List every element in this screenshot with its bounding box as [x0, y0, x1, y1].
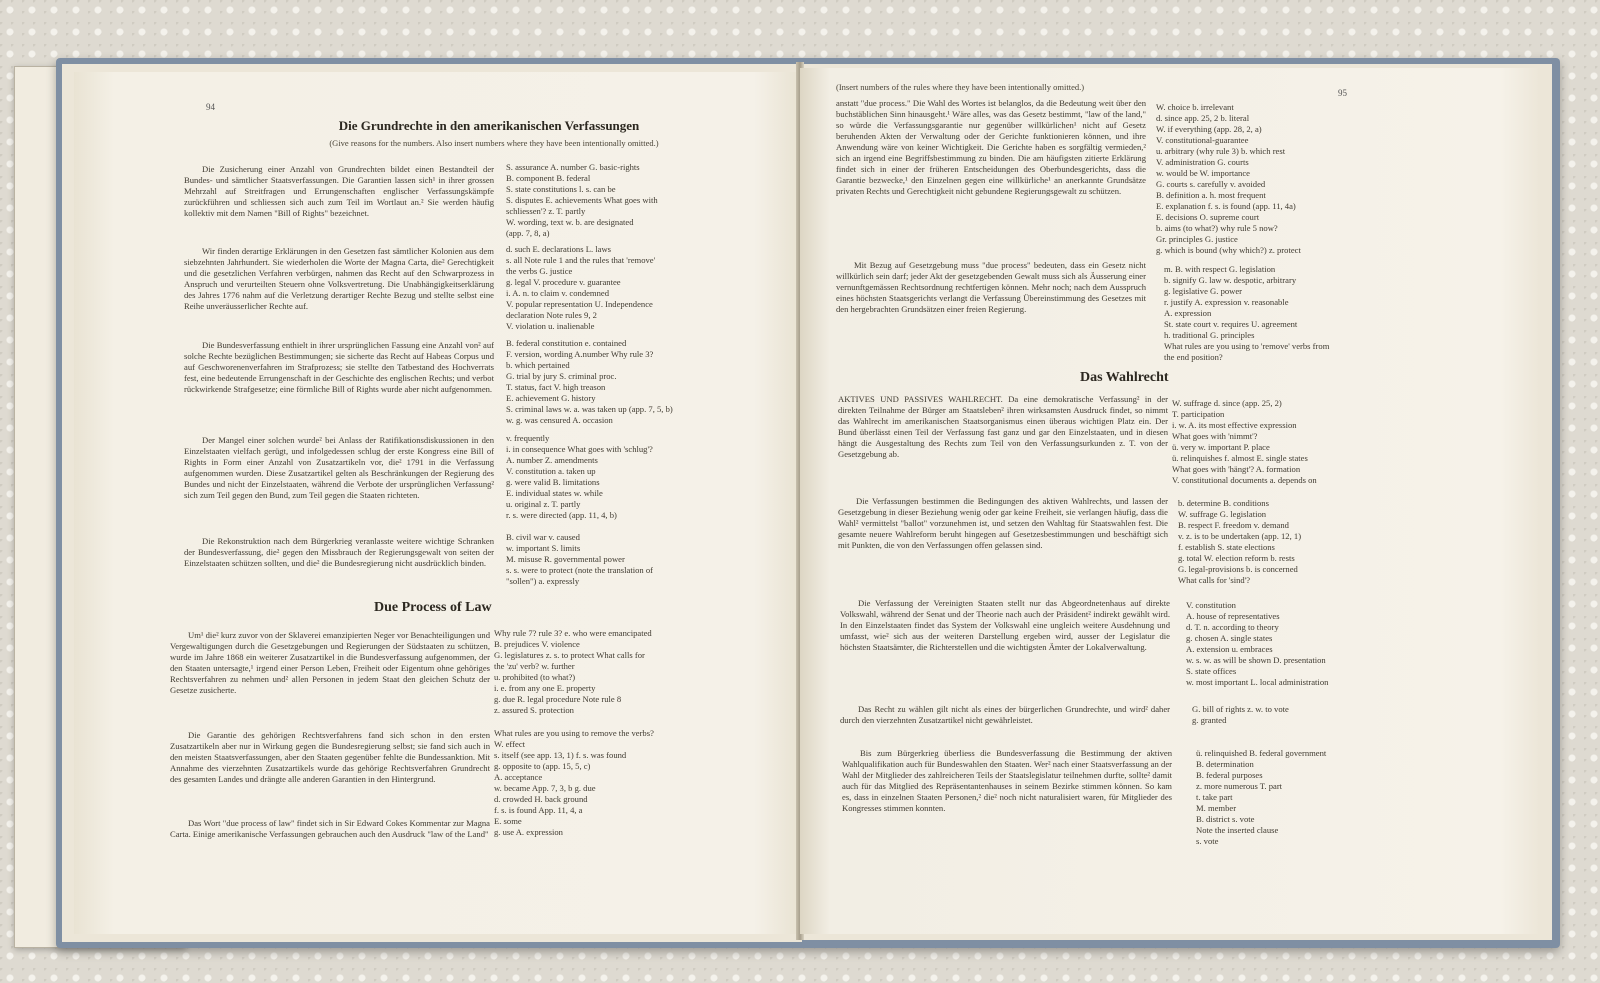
vocabulary-notes: [506, 532, 756, 587]
note-line: g. opposite to (app. 15, 5, c): [494, 761, 591, 771]
vocabulary-notes: [506, 162, 756, 239]
note-line: ü. relinquished B. federal government: [1196, 748, 1327, 758]
note-line: g. which is bound (why which?) z. protect: [1156, 245, 1301, 255]
paragraph: Die Bundesverfassung enthielt in ihrer ursprünglichen Fassung eine Anzahl von² auf solche Rechte bezüglichen Bestimmungen; sie sicherte das Recht auf Habeas Corpus und auf Geschworenenverfahren im Strafprozess; sie stellte den Tatbestand des Hochverrats fest, eine bedeutende Errungenschaft in der Geschichte des englischen Rechts; und verbot rückwirkende Strafgesetze; eine förmliche Bill of Rights wurde aber nicht aufgenommen.: [184, 340, 494, 394]
note-line: b. signify G. law w. despotic, arbitrary: [1164, 275, 1297, 285]
vocabulary-notes: [506, 338, 756, 426]
note-line: g. chosen A. single states: [1186, 633, 1273, 643]
note-line: T. participation: [1172, 409, 1225, 419]
note-line: S. disputes E. achievements What goes with: [506, 195, 658, 205]
paragraph: Das Wort "due process of law" findet sich in Sir Edward Cokes Kommentar zur Magna Carta. Einige amerikanische Verfassungen gebrauchen auch den Ausdruck "law of the Land": [170, 818, 490, 839]
note-line: What rules are you using to remove the verbs?: [494, 728, 654, 738]
note-line: g. use A. expression: [494, 827, 563, 837]
note-line: B. prejudices V. violence: [494, 639, 580, 649]
note-line: b. which pertained: [506, 360, 570, 370]
note-line: schliessen'? z. T. partly: [506, 206, 586, 216]
vocabulary-notes: [1178, 498, 1368, 586]
note-line: B. respect F. freedom v. demand: [1178, 520, 1289, 530]
note-line: B. district s. vote: [1196, 814, 1255, 824]
note-line: s. s. were to protect (note the translation of: [506, 565, 654, 575]
note-line: g. total W. election reform b. rests: [1178, 553, 1295, 563]
paragraph: Das Recht zu wählen gilt nicht als eines der bürgerlichen Grundrechte, und wird² daher durch den vierzehnten Zusatzartikel nicht gewährleistet.: [840, 704, 1170, 725]
note-line: declaration Note rules 9, 2: [506, 310, 597, 320]
note-line: What goes with 'hängt'? A. formation: [1172, 464, 1301, 474]
note-line: V. constitution a. taken up: [506, 466, 596, 476]
note-line: i. in consequence What goes with 'schlug'?: [506, 444, 653, 454]
note-line: ü. very w. important P. place: [1172, 442, 1270, 452]
note-line: V. constitution: [1186, 600, 1236, 610]
note-line: A. extension u. embraces: [1186, 644, 1273, 654]
note-line: i. w. A. its most effective expression: [1172, 420, 1297, 430]
note-line: d. T. n. according to theory: [1186, 622, 1279, 632]
note-line: G. legal-provisions b. is concerned: [1178, 564, 1298, 574]
paragraph: Die Verfassungen bestimmen die Bedingungen des aktiven Wahlrechts, und lassen der Gesetzgebung in dieser Beziehung wenig oder gar keine Freiheit, sie verlangen häufig, dass die Wahl² vermittelst "ballot" vorzunehmen ist, und setzen den Wahltag für Staatswahlen fest. Die gesamte neuere Wahlreform beruht hingegen auf Gesetzesbestimmungen und beschäftigt sich mit Punkten, die von den Verfassungen offen gelassen sind.: [838, 496, 1168, 550]
note-line: E. explanation f. s. is found (app. 11, 4a): [1156, 201, 1296, 211]
note-line: B. component B. federal: [506, 173, 591, 183]
note-line: (app. 7, 8, a): [506, 228, 550, 238]
note-line: W. effect: [494, 739, 526, 749]
note-line: z. assured S. protection: [494, 705, 574, 715]
page-number-left: 94: [206, 102, 215, 112]
vocabulary-notes: [1156, 102, 1366, 256]
note-line: s. all Note rule 1 and the rules that 'remove': [506, 255, 656, 265]
note-line: the end position?: [1164, 352, 1223, 362]
note-line: W. choice b. irrelevant: [1156, 102, 1234, 112]
note-line: w. became App. 7, 3, b g. due: [494, 783, 596, 793]
note-line: V. constitutional-guarantee: [1156, 135, 1249, 145]
note-line: z. more numerous T. part: [1196, 781, 1283, 791]
note-line: h. traditional G. principles: [1164, 330, 1255, 340]
note-line: G. bill of rights z. w. to vote: [1192, 704, 1289, 714]
vocabulary-notes: [494, 728, 756, 838]
note-line: G. courts s. carefully v. avoided: [1156, 179, 1266, 189]
note-line: W. suffrage d. since (app. 25, 2): [1172, 398, 1282, 408]
paragraph: Um¹ die² kurz zuvor von der Sklaverei emanzipierten Neger vor Benachteiligungen und Vergewaltigungen durch die Gesetzgebungen und Regierungen der Südstaaten zu schützen, wurde im Jahre 1868 ein weiterer Zusatzartikel in die Bundesverfassung aufgenommen, der den Staaten untersagte,¹ irgend einer Person Leben, Freiheit oder Eigentum ohne gehöriges Rechtsverfahren zu nehmen und² allen Personen in jedem Staat den gleichen Schutz der Gesetze zusicherte.: [170, 630, 490, 695]
note-line: i. e. from any one E. property: [494, 683, 596, 693]
left-page: [74, 72, 800, 934]
note-line: What goes with 'nimmt'?: [1172, 431, 1258, 441]
note-line: s. itself (see app. 13, 1) f. s. was found: [494, 750, 627, 760]
note-line: b. aims (to what?) why rule 5 now?: [1156, 223, 1278, 233]
note-line: g. granted: [1192, 715, 1227, 725]
paragraph: anstatt "due process." Die Wahl des Wortes ist belanglos, da die Bedeutung weit über den buchstäblichen Sinn hinausgeht.¹ Wäre alles, was das Gesetz bestimmt, "law of the land," so würde die Verfassungsgarantie nur gegenüber willkürlichen¹ nicht auf Gesetz beruhenden Akten der Verwaltung oder der Gerichte funktionieren können, und ihre Anwendung wäre von keiner Wichtigkeit. Die Gerichte haben es sorgfältig vermieden,² sich an irgend eine Begriffsbestimmung zu binden. Die am häufigsten zitierte Erklärung findet sich in einer der früheren Entscheidungen des Oberbundesgerichts, dass die Garantie bezwecke,¹ den Einzelnen gegen eine willkürliche¹ an anerkannte Grundsätze privaten Rechts und Gerechtigkeit nicht gebundene Regierungsgewalt zu schützen.: [836, 98, 1146, 196]
paragraph: Bis zum Bürgerkrieg überliess die Bundesverfassung die Bestimmung der aktiven Wahlqualifikation auch für Bundeswahlen den Staaten. Wer² nach einer Staatsverfassung an der Wahl der Mitglieder des zahlreicheren Teils der Staatslegislatur teilnehmen durfte, sollte² damit auch für das Mitglied des Repräsentantenhauses in seinem Bezirke stimmen können. So kam es, dass in einzelnen Staaten Personen,² die² noch nicht naturalisiert waren, für Mitglieder des Kongresses stimmen konnten.: [842, 748, 1172, 813]
note-line: G. trial by jury S. criminal proc.: [506, 371, 617, 381]
note-line: G. legislatures z. s. to protect What calls for: [494, 650, 645, 660]
paragraph: AKTIVES UND PASSIVES WAHLRECHT. Da eine demokratische Verfassung² in der direkten Teilnahme der Bürger am Staatsleben² ihren wirksamsten Ausdruck findet, so nimmt das Wahlrecht im amerikanischen Staatsorganismus einen überaus wichtigen Platz ein. Der Bund überlässt einen Teil der Verfassung fast ganz und gar den Einzelstaaten, und in diesen hängt die Ausgestaltung des Rechts zum Teil von den Verfassungsurkunden z. T. von der Gesetzgebung ab.: [838, 394, 1168, 459]
note-line: d. crowded H. back ground: [494, 794, 588, 804]
vocabulary-notes: [1172, 398, 1368, 486]
right-page: [800, 68, 1540, 934]
note-line: W. if everything (app. 28, 2, a): [1156, 124, 1262, 134]
paragraph: Die Zusicherung einer Anzahl von Grundrechten bildet einen Bestandteil der Bundes- und sämtlicher Staatsverfassungen. Die Garantien lassen sich¹ in ihrer grossen Mehrzahl auf Streitfragen und Errungenschaften englischer Verfassungskämpfe zurückführen und schliessen sich auch zum Teil im Wortlaut an.² Sie werden häufig kollektiv mit dem Namen "Bill of Rights" bezeichnet.: [184, 164, 494, 218]
note-line: W. wording, text w. b. are designated: [506, 217, 634, 227]
note-line: u. prohibited (to what?): [494, 672, 576, 682]
section-title-due-process: Due Process of Law: [374, 600, 492, 615]
note-line: Note the inserted clause: [1196, 825, 1279, 835]
note-line: u. original z. T. partly: [506, 499, 581, 509]
vocabulary-notes: [506, 433, 756, 521]
note-line: g. due R. legal procedure Note rule 8: [494, 694, 622, 704]
page-number-right: 95: [1338, 88, 1347, 98]
note-line: A. acceptance: [494, 772, 543, 782]
note-line: d. since app. 25, 2 b. literal: [1156, 113, 1250, 123]
note-line: b. determine B. conditions: [1178, 498, 1269, 508]
paragraph: Die Garantie des gehörigen Rechtsverfahrens fand sich schon in den ersten Zusatzartikeln aber nur in Wirkung gegen die Bundesregierung selbst; sie fand sich auch in den meisten Staatsverfassungen, aber den Staaten gegenüber fehlte die Bundessanktion. Mit Annahme des vierzehnten Zusatzartikels wurde das gehörige Rechtsverfahren Grundrecht des gesamten Landes und drängte alle anderen Garantien in den Hintergrund.: [170, 730, 490, 784]
note-line: A. house of representatives: [1186, 611, 1280, 621]
vocabulary-notes: [1192, 704, 1368, 726]
note-line: f. establish S. state elections: [1178, 542, 1275, 552]
note-line: V. violation u. inalienable: [506, 321, 595, 331]
note-line: v. frequently: [506, 433, 550, 443]
note-line: B. federal purposes: [1196, 770, 1263, 780]
left-page-instruction: (Give reasons for the numbers. Also insert numbers where they have been intentionally omitted.): [329, 138, 659, 148]
left-page-title: Die Grundrechte in den amerikanischen Verfassungen: [338, 118, 640, 133]
note-line: St. state court v. requires U. agreement: [1164, 319, 1298, 329]
note-line: E. decisions O. supreme court: [1156, 212, 1260, 222]
note-line: g. legislative G. power: [1164, 286, 1243, 296]
note-line: S. criminal laws w. a. was taken up (app. 7, 5, b): [506, 404, 673, 414]
note-line: B. determination: [1196, 759, 1254, 769]
note-line: g. were valid B. limitations: [506, 477, 600, 487]
note-line: S. assurance A. number G. basic-rights: [506, 162, 640, 172]
paragraph: Die Rekonstruktion nach dem Bürgerkrieg veranlasste weitere wichtige Schranken der Bundesverfassung, die² gegen den Missbrauch der Regierungsgewalt von seiten der Einzelstaaten schützen sollten, und die² die Bundesregierung nicht ausdrücklich binden.: [184, 536, 494, 568]
note-line: V. popular representation U. Independence: [506, 299, 653, 309]
note-line: r. s. were directed (app. 11, 4, b): [506, 510, 617, 520]
vocabulary-notes: [1164, 264, 1364, 363]
note-line: T. status, fact V. high treason: [506, 382, 606, 392]
note-line: g. legal V. procedure v. guarantee: [506, 277, 621, 287]
note-line: w. g. was censured A. occasion: [506, 415, 613, 425]
note-line: E. some: [494, 816, 522, 826]
note-line: "sollen") a. expressly: [506, 576, 580, 586]
note-line: V. administration G. courts: [1156, 157, 1249, 167]
note-line: m. B. with respect G. legislation: [1164, 264, 1276, 274]
section-title-wahlrecht: Das Wahlrecht: [1080, 370, 1169, 385]
note-line: M. member: [1196, 803, 1237, 813]
note-line: the 'zu' verb? w. further: [494, 661, 575, 671]
note-line: B. federal constitution e. contained: [506, 338, 627, 348]
note-line: v. z. is to be undertaken (app. 12, 1): [1178, 531, 1302, 541]
note-line: t. take part: [1196, 792, 1233, 802]
note-line: the verbs G. justice: [506, 266, 573, 276]
note-line: u. arbitrary (why rule 3) b. which rest: [1156, 146, 1286, 156]
note-line: S. state constitutions l. s. can be: [506, 184, 616, 194]
vocabulary-notes: [506, 244, 756, 332]
note-line: E. achievement G. history: [506, 393, 596, 403]
vocabulary-notes: [1196, 748, 1368, 847]
note-line: What rules are you using to 'remove' verbs from: [1164, 341, 1330, 351]
note-line: F. version, wording A.number Why rule 3?: [506, 349, 654, 359]
note-line: A. number Z. amendments: [506, 455, 598, 465]
note-line: w. would be W. importance: [1156, 168, 1250, 178]
note-line: r. justify A. expression v. reasonable: [1164, 297, 1289, 307]
note-line: s. vote: [1196, 836, 1219, 846]
note-line: ü. relinquishes f. almost E. single states: [1172, 453, 1308, 463]
note-line: M. misuse R. governmental power: [506, 554, 625, 564]
note-line: Why rule 7? rule 3? e. who were emancipated: [494, 628, 652, 638]
note-line: Gr. principles G. justice: [1156, 234, 1238, 244]
paragraph: Die Verfassung der Vereinigten Staaten stellt nur das Abgeordnetenhaus auf direkte Volkswahl, während der Senat und der Theorie nach auch der Präsident² indirekt gewählt wird. In den Einzelstaaten findet das System der Volkswahl eine ungleich weitere Ausdehnung und umfasst, wie² sich aus der weiteren Darstellung ergeben wird, ausser der Legislatur die höchsten Staatsämter, die Richterstellen und die wichtigsten Ämter der Lokalverwaltung.: [840, 598, 1170, 652]
vocabulary-notes: [1186, 600, 1370, 688]
paragraph: Der Mangel einer solchen wurde² bei Anlass der Ratifikationsdiskussionen in den Einzelstaaten vielfach gerügt, und infolgedessen schlug der erste Kongress eine Bill of Rights in Form einer Anzahl von Zusatzartikeln vor, die² 1791 in die Verfassung aufgenommen wurden. Diese Zusatzartikel gelten als Beschränkungen der Regierung des Bundes und nicht der Einzelstaaten, während die Verbote der ursprünglichen Verfassung² sich zum Teil gegen den Bund, zum Teil gegen die Staaten richteten.: [184, 435, 494, 500]
note-line: d. such E. declarations L. laws: [506, 244, 612, 254]
note-line: w. s. w. as will be shown D. presentation: [1186, 655, 1326, 665]
note-line: W. suffrage G. legislation: [1178, 509, 1267, 519]
note-line: E. individual states w. while: [506, 488, 603, 498]
note-line: V. constitutional documents a. depends on: [1172, 475, 1317, 485]
note-line: i. A. n. to claim v. condemned: [506, 288, 610, 298]
note-line: w. important S. limits: [506, 543, 581, 553]
note-line: What calls for 'sind'?: [1178, 575, 1251, 585]
note-line: S. state offices: [1186, 666, 1237, 676]
paragraph: Wir finden derartige Erklärungen in den Gesetzen fast sämtlicher Kolonien aus dem siebzehnten Jahrhundert. Sie wiederholen die Worte der Magna Carta, die² Gerechtigkeit und die gesetzlichen Verfahren verbürgen, nahmen das Recht auf den Schwarprozess in Anspruch und verurteilten Steuern ohne Volksvertretung. Die Unabhängigkeitserklärung des Jahres 1776 nahm auf die Verletzung derartiger Rechte Bezug und stellte selbst eine Reihe unveräusserlicher Rechte auf.: [184, 246, 494, 311]
note-line: B. definition a. h. most frequent: [1156, 190, 1266, 200]
note-line: B. civil war v. caused: [506, 532, 580, 542]
vocabulary-notes: [494, 628, 756, 716]
note-line: w. most important L. local administration: [1186, 677, 1329, 687]
note-line: f. s. is found App. 11, 4, a: [494, 805, 583, 815]
note-line: A. expression: [1164, 308, 1212, 318]
paragraph: Mit Bezug auf Gesetzgebung muss "due process" bedeuten, dass ein Gesetz nicht willkürlich sein darf; jeder Akt der gesetzgebenden Gewalt muss sich als Äusserung einer vernunftgemässen Rechtsordnung rechtfertigen können. Mehr noch; nach dem Ausspruch eines höchsten Staatsgerichts verlangt die Verfassung Übereinstimmung des Gesetzes mit den hergebrachten Grundsätzen einer freien Regierung.: [836, 260, 1146, 314]
right-page-top-note: (Insert numbers of the rules where they have been intentionally omitted.): [836, 82, 1085, 92]
